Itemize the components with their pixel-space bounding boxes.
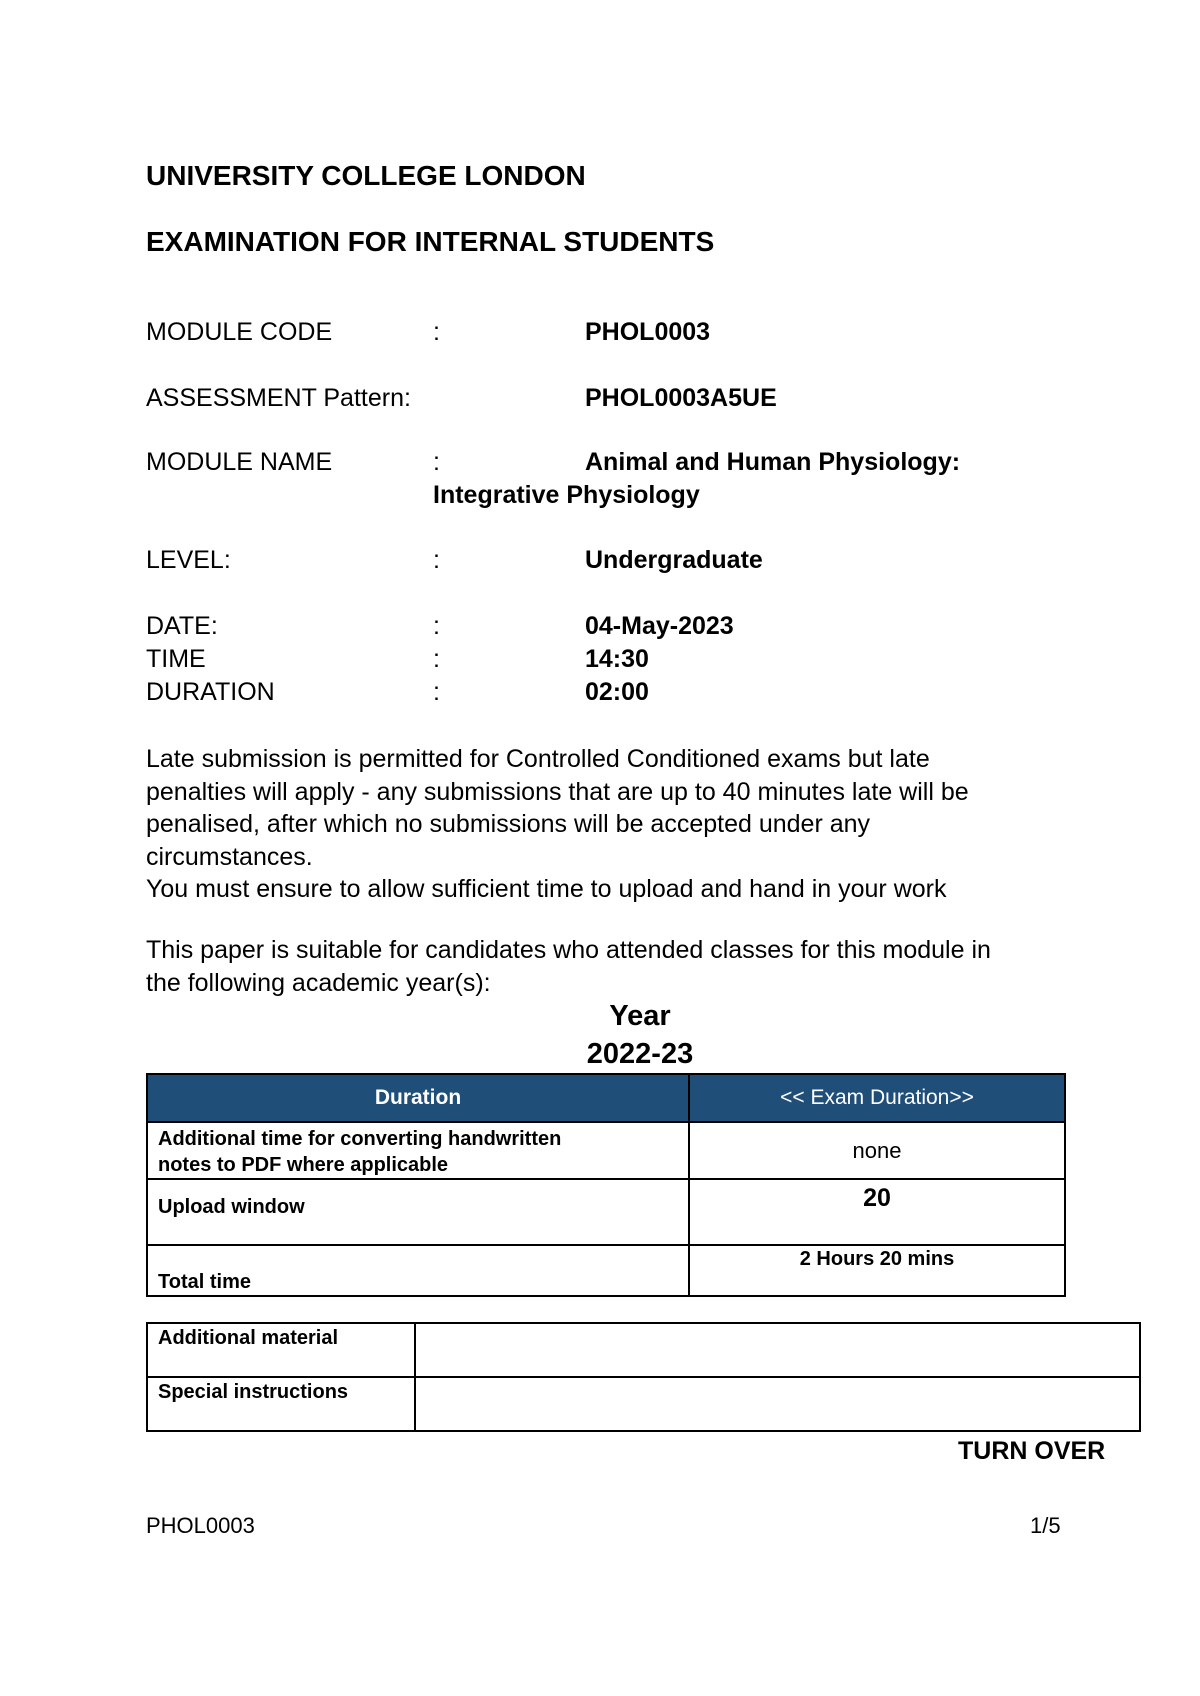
table-row <box>147 1122 1065 1179</box>
total-time-value: 2 Hours 20 mins <box>689 1245 1065 1296</box>
time-label: TIME <box>146 645 206 673</box>
time-sep: : <box>433 645 440 673</box>
module-name-sep: : <box>433 448 440 476</box>
additional-material-label: Additional material <box>147 1323 415 1377</box>
footer-module-code: PHOL0003 <box>146 1513 255 1538</box>
assessment-pattern-value: PHOL0003A5UE <box>585 384 777 412</box>
level-value: Undergraduate <box>585 546 763 574</box>
late-line-3: penalised, after which no submissions will be accepted under any <box>146 810 871 838</box>
duration-table-header <box>147 1074 1065 1122</box>
total-time-label: Total time <box>147 1245 689 1296</box>
institution-title: UNIVERSITY COLLEGE LONDON <box>146 160 586 191</box>
module-name-value-line2: Integrative Physiology <box>433 481 700 509</box>
duration-table <box>146 1073 1066 1297</box>
year-label: Year <box>609 1000 671 1032</box>
assessment-pattern-label: ASSESSMENT Pattern: <box>146 384 411 412</box>
special-instructions-value <box>415 1377 1140 1431</box>
duration-value: 02:00 <box>585 678 649 706</box>
suitability-line-1: This paper is suitable for candidates who attended classes for this module in <box>146 936 991 964</box>
table-row <box>147 1245 1065 1296</box>
time-value: 14:30 <box>585 645 649 673</box>
late-line-4: circumstances. <box>146 842 313 871</box>
additional-time-value: none <box>689 1122 1065 1179</box>
year-value: 2022-23 <box>586 1038 694 1070</box>
duration-header-col2: << Exam Duration>> <box>689 1074 1065 1122</box>
date-sep: : <box>433 612 440 640</box>
suitability-line-2: the following academic year(s): <box>146 968 491 997</box>
late-line-2: penalties will apply - any submissions that are up to 40 minutes late will be <box>146 777 969 806</box>
duration-sep: : <box>433 678 440 706</box>
turn-over: TURN OVER <box>958 1437 1106 1465</box>
exam-title: EXAMINATION FOR INTERNAL STUDENTS <box>146 226 715 257</box>
module-code-label: MODULE CODE <box>146 318 333 346</box>
level-sep: : <box>433 546 440 574</box>
late-line-1: Late submission is permitted for Controlled Conditioned exams but late <box>146 745 930 773</box>
level-label: LEVEL: <box>146 546 231 574</box>
suitability-notice <box>146 934 1146 999</box>
upload-window-value: 20 <box>689 1179 1065 1245</box>
additional-time-label <box>147 1122 689 1179</box>
module-name-value-line1: Animal and Human Physiology: <box>585 448 961 476</box>
upload-window-label: Upload window <box>147 1179 689 1245</box>
duration-header-col1: Duration <box>147 1074 689 1122</box>
late-submission-notice <box>146 743 1146 906</box>
material-table <box>146 1322 1141 1432</box>
duration-label: DURATION <box>146 678 275 706</box>
module-code-sep: : <box>433 318 440 346</box>
date-value: 04-May-2023 <box>585 612 734 640</box>
additional-material-value <box>415 1323 1140 1377</box>
date-label: DATE: <box>146 612 218 640</box>
upload-reminder: You must ensure to allow sufficient time to upload and hand in your work <box>146 875 947 903</box>
special-instructions-label: Special instructions <box>147 1377 415 1431</box>
table-row <box>147 1179 1065 1245</box>
table-row <box>147 1323 1140 1377</box>
table-row <box>147 1377 1140 1431</box>
page-number: 1/5 <box>1030 1513 1061 1538</box>
module-name-label: MODULE NAME <box>146 448 333 476</box>
module-code-value: PHOL0003 <box>585 318 711 346</box>
additional-time-label-line2: notes to PDF where applicable <box>158 1154 449 1176</box>
additional-time-label-line1: Additional time for converting handwritten <box>158 1128 562 1150</box>
